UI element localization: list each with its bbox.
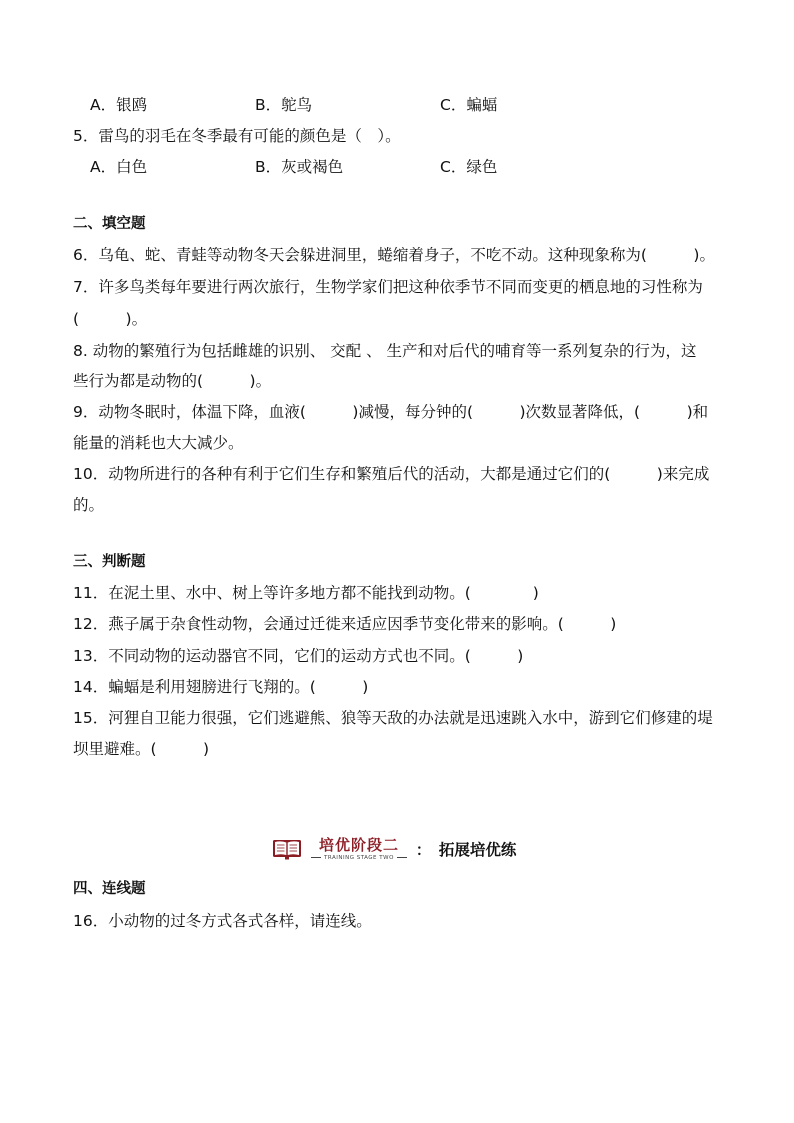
stage-name: 培优阶段二 <box>318 835 399 854</box>
section-heading-fill-in: 二、填空题 <box>73 216 146 232</box>
question-line: 8. 动物的繁殖行为包括雌雄的识别、 交配 、 生产和对后代的哺育等一系列复杂的行为，这 <box>73 342 697 360</box>
question-line: 13．不同动物的运动器官不同，它们的运动方式也不同。( ) <box>73 647 524 665</box>
question-line: 10．动物所进行的各种有利于它们生存和繁殖后代的活动，大都是通过它们的( )来完成 <box>73 465 710 483</box>
stage-title: 拓展培优练 <box>438 840 517 859</box>
q5-option-c: C．绿色 <box>440 158 498 176</box>
q4-option-a: A．银鸥 <box>90 96 148 114</box>
q5-stem: 5．雷鸟的羽毛在冬季最有可能的颜色是（ ）。 <box>73 127 401 145</box>
question-line: 12．燕子属于杂食性动物，会通过迁徙来适应因季节变化带来的影响。( ) <box>73 615 617 633</box>
question-line: 14．蝙蝠是利用翅膀进行飞翔的。( ) <box>73 678 369 696</box>
question-line: ( )。 <box>73 310 148 328</box>
section-heading-matching: 四、连线题 <box>73 881 146 897</box>
question-line: 9．动物冬眠时，体温下降，血液( )减慢，每分钟的( )次数显著降低，( )和 <box>73 403 709 421</box>
question-line: 16．小动物的过冬方式各式各样，请连线。 <box>73 912 372 930</box>
question-line: 15．河狸自卫能力很强，它们逃避熊、狼等天敌的办法就是迅速跳入水中，游到它们修建的堤 <box>73 709 713 727</box>
stage-subtitle: TRAINING STAGE TWO <box>308 854 410 862</box>
question-line: 11．在泥土里、水中、树上等许多地方都不能找到动物。( ) <box>73 584 539 602</box>
question-line: 7．许多鸟类每年要进行两次旅行，生物学家们把这种依季节不同而变更的栖息地的习性称为 <box>73 278 703 296</box>
question-line: 能量的消耗也大大减少。 <box>73 434 244 452</box>
section-heading-true-false: 三、判断题 <box>73 554 146 570</box>
stage-label <box>308 837 410 862</box>
banner-colon: ： <box>415 840 431 859</box>
q5-option-a: A．白色 <box>90 158 148 176</box>
question-line: 坝里避难。( ) <box>73 740 210 758</box>
question-line: 6．乌龟、蛇、青蛙等动物冬天会躲进洞里，蜷缩着身子，不吃不动。这种现象称为( )。 <box>73 246 715 264</box>
q4-option-b: B．鸵鸟 <box>255 96 313 114</box>
question-line: 的。 <box>73 496 105 514</box>
stage-banner <box>272 834 516 864</box>
q5-option-b: B．灰或褐色 <box>255 158 344 176</box>
question-line: 些行为都是动物的( )。 <box>73 372 272 390</box>
q4-option-c: C．蝙蝠 <box>440 96 498 114</box>
open-book-icon <box>272 838 302 860</box>
